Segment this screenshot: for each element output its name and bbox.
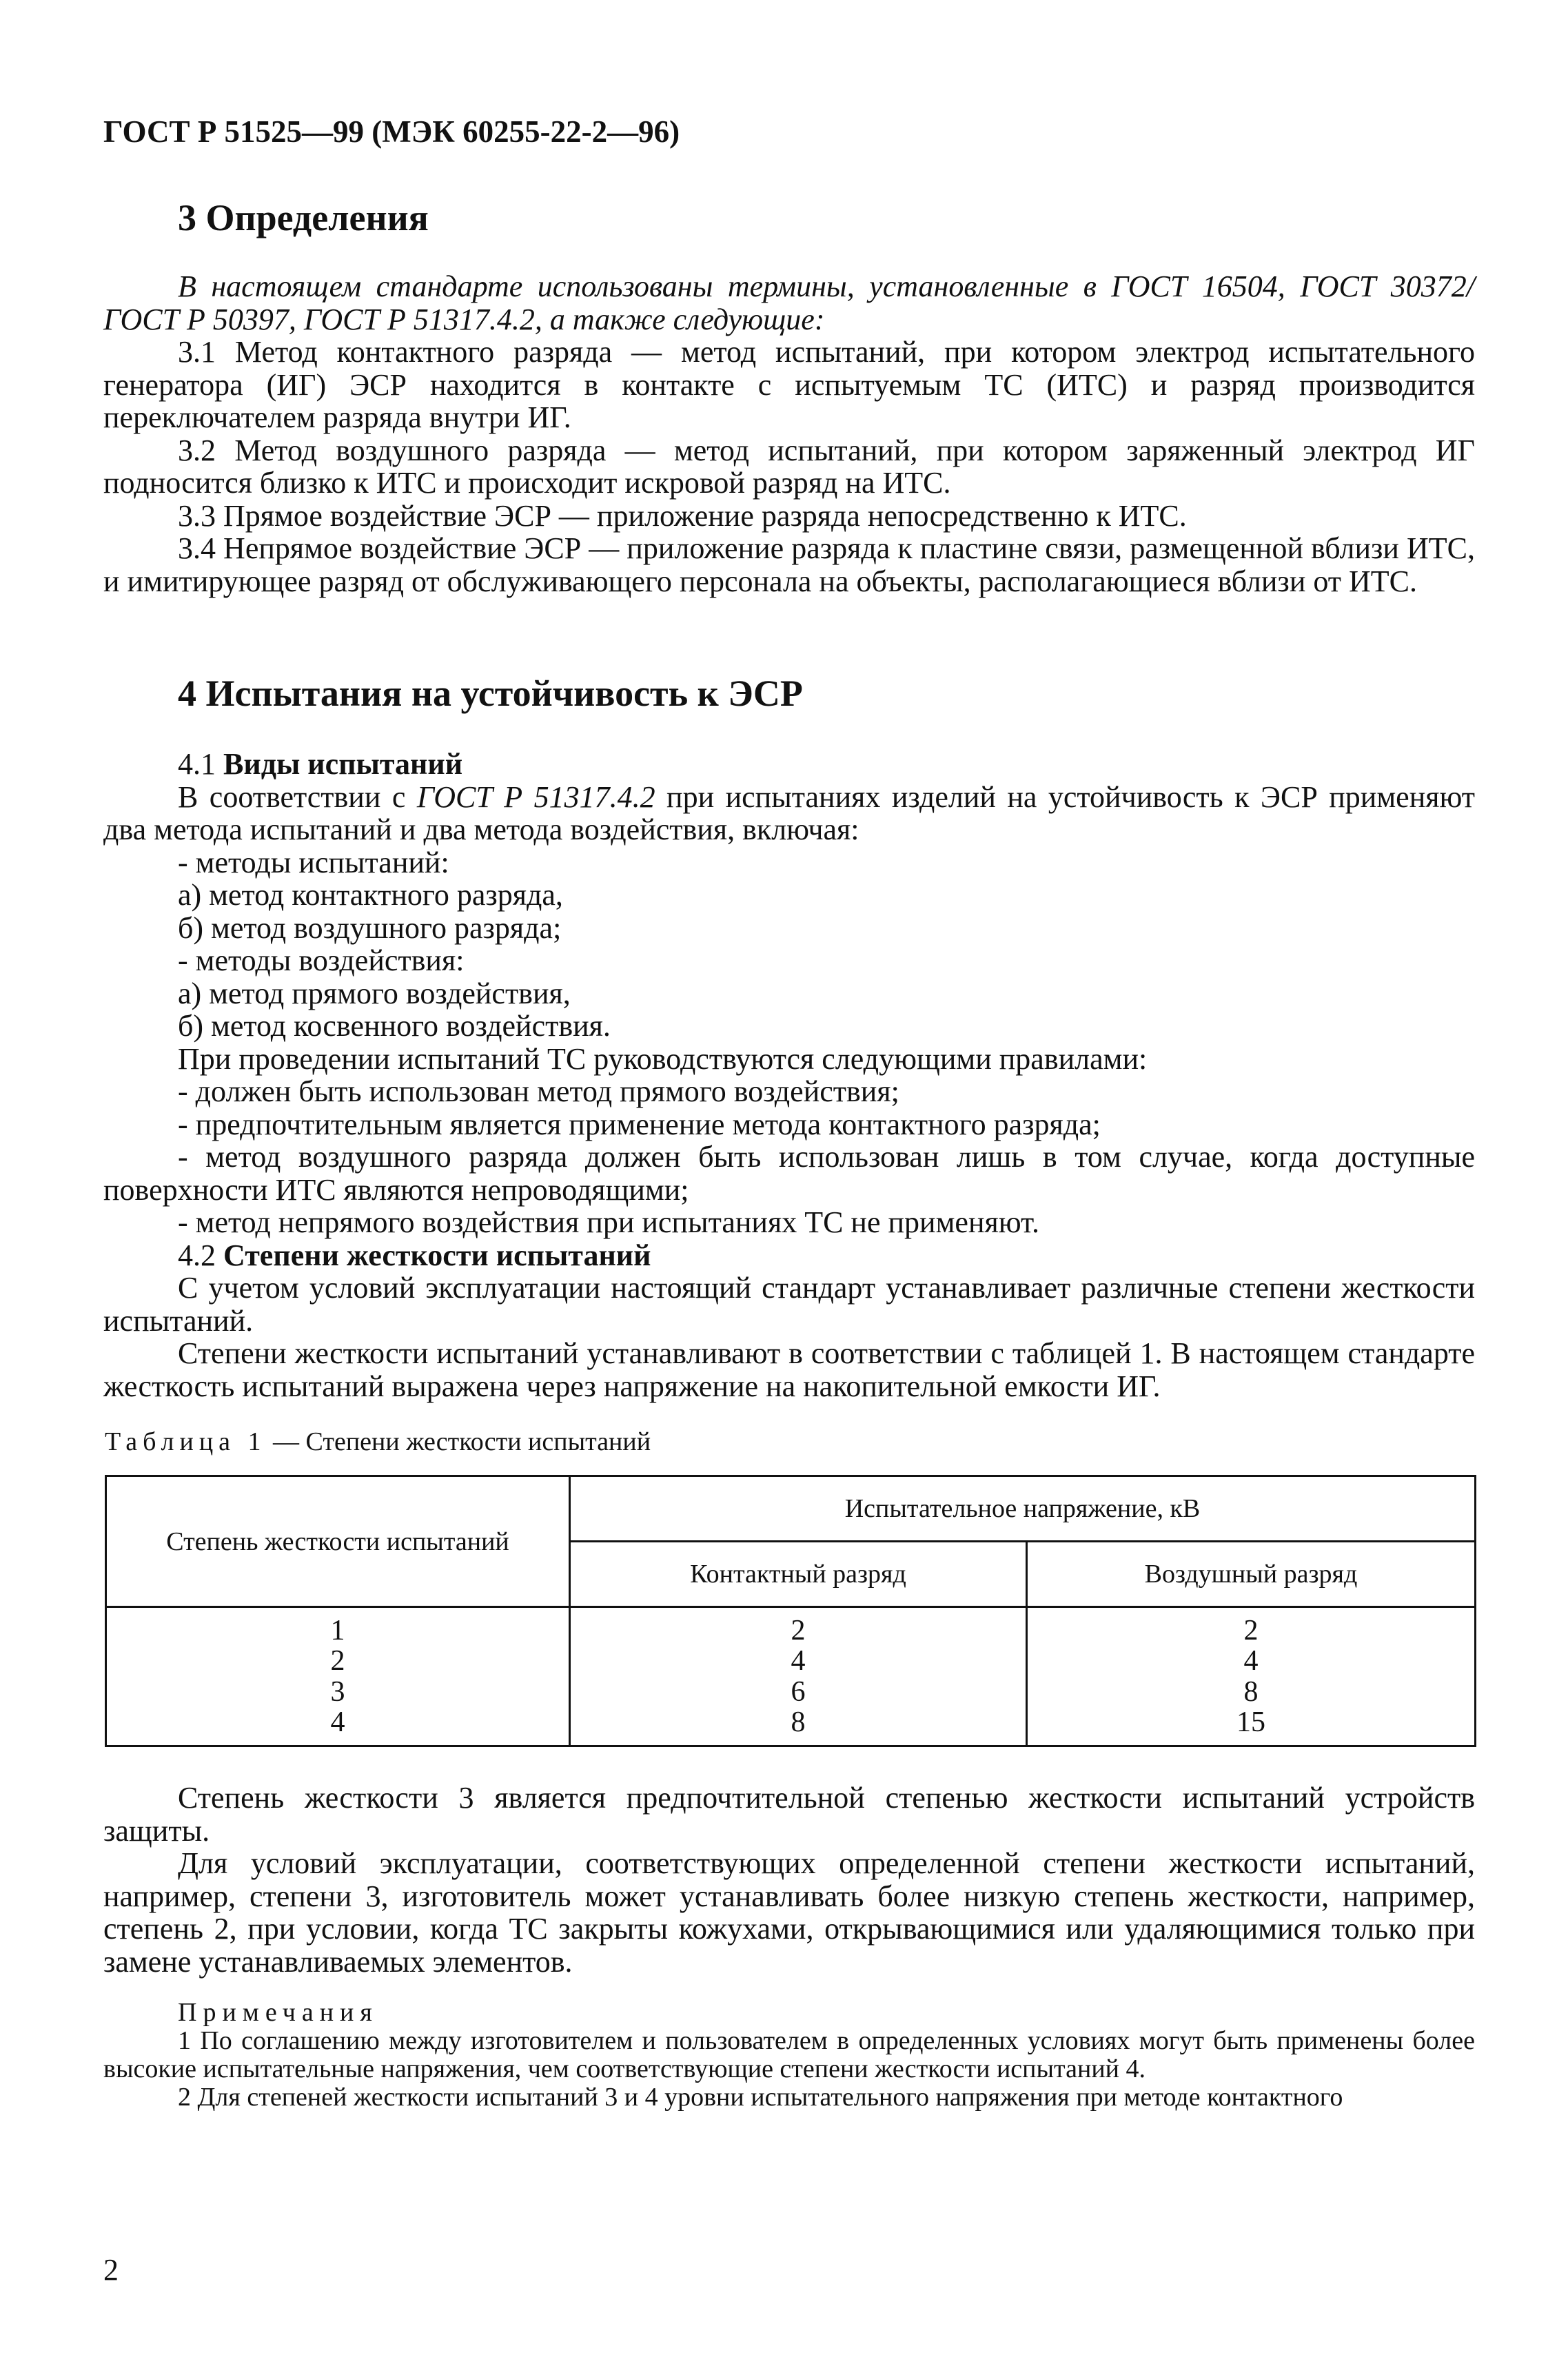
severity-table [105,1475,1476,1747]
definition-3-3: 3.3 Прямое воздействие ЭСР — приложение разряда непосредственно к ИТС. [178,498,1187,533]
section-3-body [103,270,1475,598]
subsection-4-2-paragraph: С учетом условий эксплуатации настоящий стандарт устанавливает различные степени жесткости испытаний. [103,1271,1475,1338]
table-cell: 1 [330,1615,345,1647]
table-header-contact: Контактный разряд [570,1542,1027,1607]
table-cell: 6 [791,1675,806,1708]
section-4-title: 4 Испытания на устойчивость к ЭСР [178,673,803,714]
subsection-4-2-title: Степени жесткости испытаний [223,1238,651,1272]
table-header-air: Воздушный разряд [1027,1542,1476,1607]
paragraph: Для условий эксплуатации, соответствующих определенной степени жесткости испытаний, например, степени 3, изготовитель может устанавливать более низкую степень жесткости, например, степень 2, при условии, когда ТС закрыты кожухами, открывающимися или удаляющимися только при замене устанавливаемых элементов. [103,1846,1475,1979]
table-row [106,1607,1476,1746]
paragraph: Степень жесткости 3 является предпочтительной степенью жесткости испытаний устройств защиты. [103,1781,1475,1848]
table-caption [105,1427,651,1457]
text-run: В соответствии с [178,779,406,814]
table-caption-text: — Степени жесткости испытаний [266,1427,651,1456]
subsection-4-1-number: 4.1 [178,747,216,781]
table-cell-levels [106,1607,570,1746]
table-header-row [106,1476,1476,1542]
after-table-body [103,1782,1475,2112]
table-cell: 4 [791,1645,806,1677]
table-header-voltage: Испытательное напряжение, кВ [570,1476,1476,1542]
table-cell: 15 [1236,1706,1265,1738]
subsection-4-2-paragraph: Степени жесткости испытаний устанавливают в соответствии с таблицей 1. В настоящем стандарте жесткость испытаний выражена через напряжение на накопительной емкости ИГ. [103,1336,1475,1403]
table-cell: 2 [330,1645,345,1677]
table-cell: 2 [1243,1615,1259,1647]
list-item: - предпочтительным является применение метода контактного разряда; [178,1107,1101,1141]
standard-reference: ГОСТ Р 51317.4.2 [416,779,655,814]
list-item: а) метод прямого воздействия, [178,976,571,1010]
table-cell: 4 [330,1706,345,1738]
notes-title-text: Примечания [178,1998,378,2028]
definition-3-4: 3.4 Непрямое воздействие ЭСР — приложение разряда к пластине связи, размещенной вблизи ИТС, и имитирующее разряд от обслуживающего персонала на объекты, располагающиеся вблизи от ИТС. [103,531,1475,598]
table-cell-contact [570,1607,1027,1746]
subsection-4-1-paragraph [103,781,1475,846]
text-run: при испытаниях изделий на устойчивость к ЭСР применяют два метода испытаний и два метода воздействия, включая: [103,779,1475,847]
definition-3-1: 3.1 Метод контактного разряда — метод испытаний, при котором электрод испытательного генератора (ИГ) ЭСР находится в контакте с испытуемым ТС (ИТС) и разряд производится переключателем разряда внутри ИГ. [103,335,1475,435]
note-1: 1 По соглашению между изготовителем и пользователем в определенных условиях могут быть применены более высокие испытательные напряжения, чем соответствующие степени жесткости испытаний 4. [103,2026,1475,2084]
section-3-intro: В настоящем стандарте использованы термины, установленные в ГОСТ 16504, ГОСТ 30372/ГОСТ Р 50397, ГОСТ Р 51317.4.2, а также следующие: [103,269,1475,336]
subsection-4-2-heading [103,1239,1475,1272]
table-cell-air [1027,1607,1476,1746]
subsection-4-2-number: 4.2 [178,1238,216,1272]
list-item: б) метод воздушного разряда; [178,910,562,945]
list-item: - метод воздушного разряда должен быть использован лишь в том случае, когда доступные поверхности ИТС являются непроводящими; [103,1140,1475,1207]
list-item: - должен быть использован метод прямого воздействия; [178,1074,899,1109]
table-cell: 4 [1243,1645,1259,1677]
section-4-body [103,748,1475,1402]
list-item: б) метод косвенного воздействия. [178,1009,611,1043]
list-item: - методы воздействия: [178,943,465,978]
table-cell: 2 [791,1615,806,1647]
subsection-4-1-title: Виды испытаний [223,747,463,781]
table-header-level: Степень жесткости испытаний [106,1476,570,1607]
note-2: 2 Для степеней жесткости испытаний 3 и 4 уровни испытательного напряжения при методе контактного [178,2083,1343,2112]
subsection-4-1-heading [103,748,1475,781]
list-item: - методы испытаний: [178,845,449,879]
page-number: 2 [103,2253,119,2287]
table-cell: 3 [330,1675,345,1708]
table-cell: 8 [791,1706,806,1738]
notes-title [103,1999,1475,2027]
definition-3-2: 3.2 Метод воздушного разряда — метод испытаний, при котором заряженный электрод ИГ подносится близко к ИТС и происходит искровой разряд на ИТС. [103,433,1475,500]
list-item: - метод непрямого воздействия при испытаниях ТС не применяют. [178,1205,1039,1240]
list-item: а) метод контактного разряда, [178,878,563,912]
section-3-title: 3 Определения [178,197,429,238]
document-header: ГОСТ Р 51525—99 (МЭК 60255-22-2—96) [103,114,680,149]
table-cell: 8 [1243,1675,1259,1708]
list-item: При проведении испытаний ТС руководствуются следующими правилами: [178,1041,1148,1076]
table-caption-label: Таблица 1 [105,1427,267,1456]
